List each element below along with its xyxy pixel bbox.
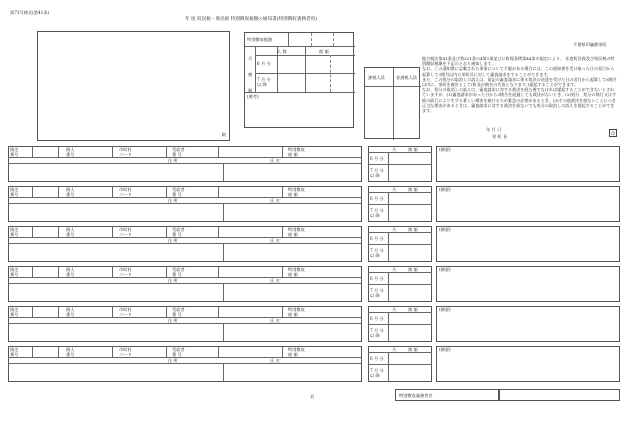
record-main <box>8 266 362 302</box>
june-row-label: 6 月 分 <box>370 156 384 161</box>
persons-label: 人 数 <box>277 49 287 54</box>
record-row-3 <box>8 226 620 262</box>
address-label: 住 所 <box>168 198 178 203</box>
month-col-label: 月 <box>392 267 397 272</box>
june-row-label: 6 月 分 <box>370 196 384 201</box>
month-col-label: 月 <box>392 227 397 232</box>
special-tax-label: 特別徴収 税 額 <box>288 267 305 277</box>
address-label: 住 所 <box>168 238 178 243</box>
record-main <box>8 346 362 382</box>
remarks-label: (摘要) <box>439 267 451 272</box>
remarks-label: (摘要) <box>439 347 451 352</box>
july-row-label: 7 月 分 以 降 <box>370 288 384 298</box>
designation-label: 指定 番号 <box>10 267 19 277</box>
remarks-label: (備考) <box>247 94 259 99</box>
name-label: 氏 名 <box>270 198 280 203</box>
july-row-label: 7 月 分 以 降 <box>370 368 384 378</box>
recipient-no-label: 受給者 番 号 <box>172 147 185 157</box>
month-col-label: 月 <box>392 147 397 152</box>
amount-col-label: 割 額 <box>408 227 418 232</box>
individual-no-label: 個人 番号 <box>66 347 75 357</box>
name-label: 氏 名 <box>270 278 280 283</box>
designation-label: 指定 番号 <box>10 307 19 317</box>
record-main <box>8 226 362 262</box>
designation-label: 指定 番号 <box>10 227 19 237</box>
name-label: 氏 名 <box>270 318 280 323</box>
remarks-label: (摘要) <box>439 147 451 152</box>
address-label: 住 所 <box>168 358 178 363</box>
remarks-box <box>436 146 620 182</box>
address-label: 住 所 <box>168 278 178 283</box>
record-row-6 <box>8 346 620 382</box>
remarks-box <box>436 346 620 382</box>
form-number: 第71号様式(第41条) <box>10 10 50 15</box>
name-label: 氏 名 <box>270 358 280 363</box>
notice-text: 地方税法第41条及び第321条の4第1項並びに町税条例第44条の規定により、 年度町民税及び県民税の特別徴収税額を下記のとおり通知します。 なお、この通知書に記載された事項について不服がある場合には、この通知書を受け取った日の翌日から起算して3箇月以内に栄町長に対して審査請求をすることができます。 また、この処分の取消しの訴えは、前記の審査請求に係る裁決の送達を受けた日の翌日から起算して6箇月以内に、栄町を被告として(町長が被告の代表となります。)提起することができます。 なお、処分の取消しの訴えは、審査請求に対する裁決を経た後でなければ提起することができないとされていますが、(1)審査請求があった日から3箇月を経過しても裁決がないとき、(2)処分、処分の執行又は手続の続行により生ずる著しい損害を避けるため緊急の必要があるとき、(3)その他裁決を経ないことにつき正当な理由があるときは、審査請求に対する裁決を経ないでも処分の取消しの訴えを提起することができます。 <box>422 56 618 114</box>
remarks-box <box>436 266 620 302</box>
recipient-no-label: 受給者 番 号 <box>172 187 185 197</box>
tax-amount-panel <box>244 32 354 128</box>
july-row-label: 7 月 分 以 降 <box>370 168 384 178</box>
record-row-4 <box>8 266 620 302</box>
july-label: 7 月 分 以 降 <box>257 77 271 87</box>
record-row-1 <box>8 146 620 182</box>
designation-label: 指定 番号 <box>10 187 19 197</box>
remarks-label: (摘要) <box>439 187 451 192</box>
obligor-name-box <box>395 389 499 401</box>
record-row-5 <box>8 306 620 342</box>
record-main <box>8 306 362 342</box>
amount-col-label: 割 額 <box>408 147 418 152</box>
special-tax-label: 特別徴収 税 額 <box>288 187 305 197</box>
individual-no-label: 個人 番号 <box>66 307 75 317</box>
remarks-box <box>436 226 620 262</box>
municipality-code-label: 市町村 コード <box>119 307 132 317</box>
issuer-town: 千葉県印旛郡栄町 <box>573 42 607 47</box>
july-row-label: 7 月 分 以 降 <box>370 248 384 258</box>
page-label: 頁 <box>310 394 315 399</box>
recipient-address-box <box>37 31 230 141</box>
record-main <box>8 146 362 182</box>
recipient-no-label: 受給者 番 号 <box>172 267 185 277</box>
name-label: 氏 名 <box>270 158 280 163</box>
amount-col-label: 割 額 <box>408 307 418 312</box>
record-row-2 <box>8 186 620 222</box>
remarks-box <box>436 186 620 222</box>
issue-date: 年 月 日 <box>486 127 502 132</box>
special-tax-label: 特別徴収 税 額 <box>288 347 305 357</box>
june-label: 6 月 分 <box>257 61 271 66</box>
obligor-label: 特別徴収義務者名 <box>399 393 433 398</box>
individual-no-label: 個人 番号 <box>66 227 75 237</box>
approval-box <box>364 67 420 139</box>
recipient-no-label: 受給者 番 号 <box>172 227 185 237</box>
june-row-label: 6 月 分 <box>370 236 384 241</box>
special-tax-label: 特別徴収 税 額 <box>288 227 305 237</box>
designation-label: 指定 番号 <box>10 147 19 157</box>
month-col-label: 月 <box>392 307 397 312</box>
special-tax-label: 特別徴収 税 額 <box>288 307 305 317</box>
amount-label: 額 <box>248 88 253 93</box>
municipality-code-label: 市町村 コード <box>119 147 132 157</box>
record-main <box>8 186 362 222</box>
july-row-label: 7 月 分 以 降 <box>370 328 384 338</box>
obligor-name-field <box>499 389 620 401</box>
name-label: 氏 名 <box>270 238 280 243</box>
amount-col-label: 割 額 <box>408 187 418 192</box>
approval-staff: 非課税人員 <box>396 75 417 80</box>
june-row-label: 6 月 分 <box>370 276 384 281</box>
page-title: 年 度 町民税・県民税 特別徴収税額の通知書(特別徴収義務者用) <box>185 17 317 22</box>
june-row-label: 6 月 分 <box>370 356 384 361</box>
july-row-label: 7 月 分 以 降 <box>370 208 384 218</box>
address-label: 住 所 <box>168 318 178 323</box>
recipient-no-label: 受給者 番 号 <box>172 347 185 357</box>
june-row-label: 6 月 分 <box>370 316 384 321</box>
municipality-code-label: 市町村 コード <box>119 347 132 357</box>
tax-col-label: 税 額 <box>319 49 329 54</box>
individual-no-label: 個人 番号 <box>66 267 75 277</box>
amount-col-label: 割 額 <box>408 347 418 352</box>
split-label: 割 <box>248 72 253 77</box>
special-tax-label: 特別徴収 税 額 <box>288 147 305 157</box>
remarks-label: (摘要) <box>439 307 451 312</box>
individual-no-label: 個人 番号 <box>66 147 75 157</box>
official-seal: 印 <box>611 131 615 136</box>
individual-no-label: 個人 番号 <box>66 187 75 197</box>
month-col-label: 月 <box>392 187 397 192</box>
month-label: 月 <box>248 56 253 61</box>
total-tax-label: 特別徴収税額 <box>247 37 273 42</box>
approval-chief: 課税人員 <box>368 75 385 80</box>
municipality-code-label: 市町村 コード <box>119 187 132 197</box>
designation-label: 指定 番号 <box>10 347 19 357</box>
amount-col-label: 割 額 <box>408 267 418 272</box>
month-col-label: 月 <box>392 347 397 352</box>
remarks-box <box>436 306 620 342</box>
mayor-title: 栄 町 長 <box>492 134 508 139</box>
municipality-code-label: 市町村 コード <box>119 227 132 237</box>
remarks-label: (摘要) <box>439 227 451 232</box>
recipient-no-label: 受給者 番 号 <box>172 307 185 317</box>
address-label: 住 所 <box>168 158 178 163</box>
recipient-honorific: 殿 <box>221 132 226 137</box>
municipality-code-label: 市町村 コード <box>119 267 132 277</box>
